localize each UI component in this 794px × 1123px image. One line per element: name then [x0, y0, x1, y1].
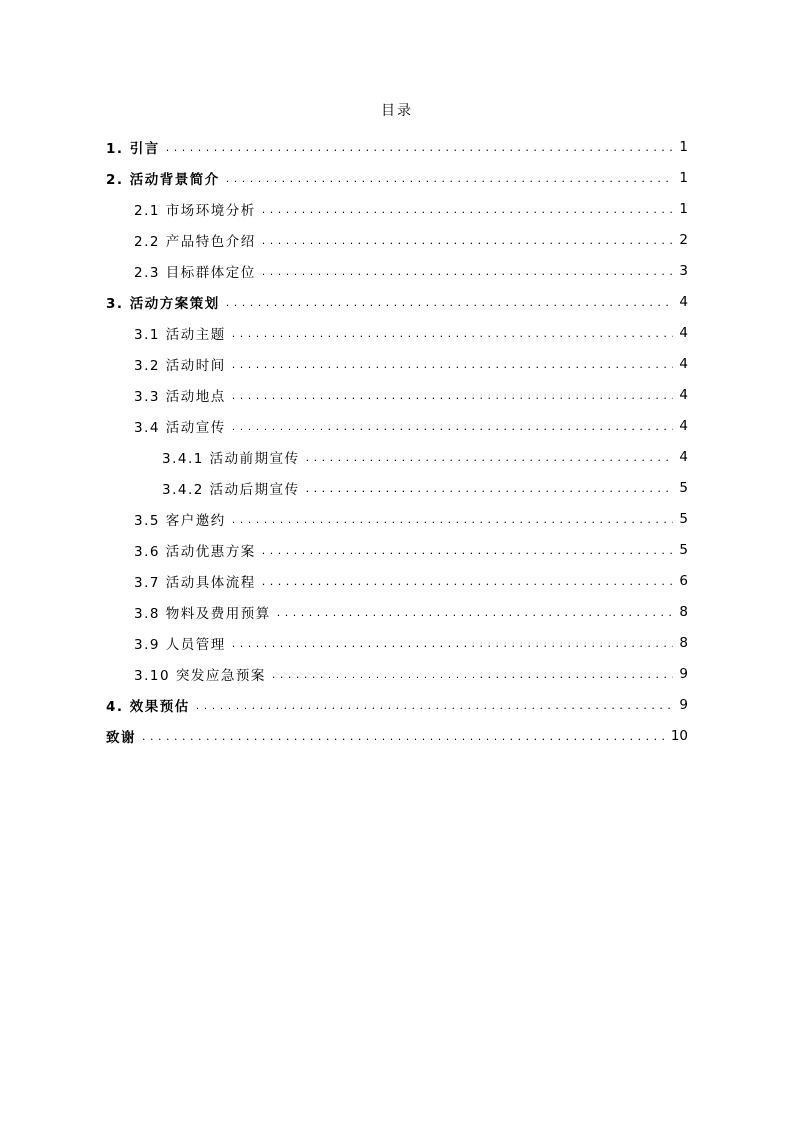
dot-leader — [232, 358, 674, 372]
dot-leader — [262, 234, 674, 248]
toc-entry-page-number: 1 — [679, 169, 688, 186]
toc-entry-page-number: 5 — [679, 541, 688, 558]
toc-entry-page-number: 3 — [679, 262, 688, 279]
toc-entry-label: 3.4 活动宣传 — [134, 419, 226, 436]
toc-entry-label: 2.2 产品特色介绍 — [134, 233, 256, 250]
toc-entry-label: 3.5 客户邀约 — [134, 512, 226, 529]
toc-entry-label: 3.8 物料及费用预算 — [134, 605, 271, 622]
dot-leader — [262, 544, 674, 558]
toc-entry[interactable] — [106, 534, 688, 565]
toc-entry-page-number: 4 — [679, 324, 688, 341]
toc-entry-page-number: 4 — [679, 293, 688, 310]
toc-entry[interactable] — [106, 317, 688, 348]
toc-entry-label: 3.3 活动地点 — [134, 388, 226, 405]
toc-entry-label: 4. 效果预估 — [106, 698, 190, 715]
toc-entry-page-number: 9 — [679, 696, 688, 713]
toc-entry[interactable] — [106, 379, 688, 410]
dot-leader — [272, 668, 674, 682]
toc-entry[interactable] — [106, 410, 688, 441]
toc-entry[interactable] — [106, 348, 688, 379]
toc-entry-label: 2.1 市场环境分析 — [134, 202, 256, 219]
toc-entry-label: 3.4.1 活动前期宣传 — [162, 450, 300, 467]
dot-leader — [277, 606, 674, 620]
toc-entry-page-number: 10 — [670, 727, 688, 744]
toc-entry-label: 致谢 — [106, 729, 136, 746]
dot-leader — [232, 420, 674, 434]
dot-leader — [142, 730, 665, 744]
toc-entry-label: 2.3 目标群体定位 — [134, 264, 256, 281]
toc-entry[interactable] — [106, 224, 688, 255]
toc-entry-page-number: 1 — [679, 200, 688, 217]
dot-leader — [196, 699, 674, 713]
toc-entry[interactable] — [106, 131, 688, 162]
toc-entry-label: 3.10 突发应急预案 — [134, 667, 266, 684]
dot-leader — [166, 141, 674, 155]
dot-leader — [226, 172, 674, 186]
dot-leader — [232, 327, 674, 341]
dot-leader — [306, 482, 674, 496]
toc-entry[interactable] — [106, 286, 688, 317]
toc-entry-page-number: 2 — [679, 231, 688, 248]
toc-entry[interactable] — [106, 193, 688, 224]
toc-entry-page-number: 4 — [679, 417, 688, 434]
dot-leader — [262, 265, 674, 279]
dot-leader — [226, 296, 674, 310]
toc-entry-page-number: 5 — [679, 479, 688, 496]
toc-entry[interactable] — [106, 565, 688, 596]
toc-entry[interactable] — [106, 596, 688, 627]
dot-leader — [232, 389, 674, 403]
toc-entry-page-number: 6 — [679, 572, 688, 589]
toc-entry-label: 1. 引言 — [106, 140, 160, 157]
toc-entry[interactable] — [106, 472, 688, 503]
toc-entry[interactable] — [106, 689, 688, 720]
dot-leader — [232, 513, 674, 527]
toc-entry-page-number: 4 — [679, 386, 688, 403]
toc-entry-page-number: 8 — [679, 634, 688, 651]
toc-entry-page-number: 5 — [679, 510, 688, 527]
toc-entry[interactable] — [106, 627, 688, 658]
dot-leader — [232, 637, 674, 651]
toc-entry-label: 3.2 活动时间 — [134, 357, 226, 374]
toc-entry-page-number: 8 — [679, 603, 688, 620]
toc-entry-page-number: 9 — [679, 665, 688, 682]
dot-leader — [262, 575, 674, 589]
toc-entry[interactable] — [106, 441, 688, 472]
toc-entry[interactable] — [106, 162, 688, 193]
toc-entry-label: 3.4.2 活动后期宣传 — [162, 481, 300, 498]
table-of-contents — [106, 131, 688, 751]
toc-entry-page-number: 4 — [679, 355, 688, 372]
toc-entry-label: 3.6 活动优惠方案 — [134, 543, 256, 560]
toc-entry[interactable] — [106, 503, 688, 534]
toc-entry[interactable] — [106, 658, 688, 689]
toc-entry-label: 3. 活动方案策划 — [106, 295, 220, 312]
toc-entry-label: 3.7 活动具体流程 — [134, 574, 256, 591]
toc-entry[interactable] — [106, 255, 688, 286]
dot-leader — [306, 451, 674, 465]
dot-leader — [262, 203, 674, 217]
toc-entry-label: 3.1 活动主题 — [134, 326, 226, 343]
toc-entry-label: 2. 活动背景简介 — [106, 171, 220, 188]
toc-entry-page-number: 4 — [679, 448, 688, 465]
toc-title: 目录 — [381, 103, 413, 119]
toc-entry-page-number: 1 — [679, 138, 688, 155]
toc-entry[interactable] — [106, 720, 688, 751]
toc-entry-label: 3.9 人员管理 — [134, 636, 226, 653]
